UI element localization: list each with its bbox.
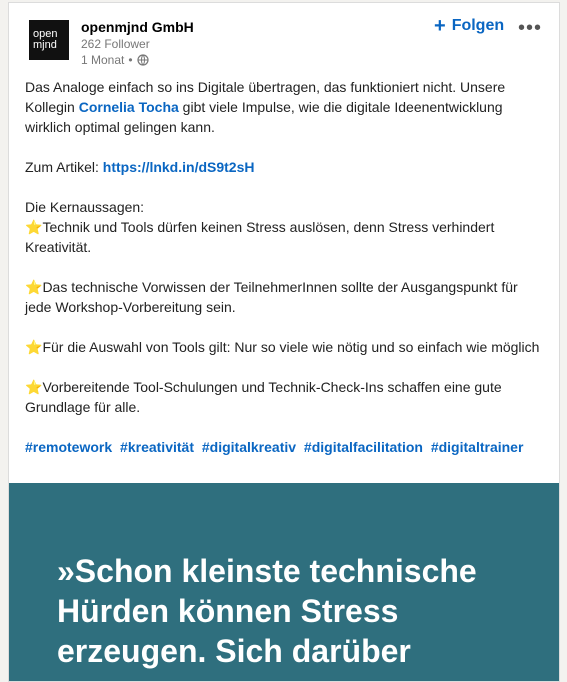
point-1 bbox=[25, 217, 545, 257]
intro-text-2: gibt viele Impulse, wie die digitale Ideenentwicklung wirklich optimal gelingen kann. bbox=[25, 99, 503, 135]
point-4-text: Vorbereitende Tool-Schulungen und Technik-Check-Ins schaffen eine gute Grundlage für alle. bbox=[25, 379, 502, 415]
follow-button[interactable] bbox=[434, 16, 504, 36]
star-icon: ⭐ bbox=[25, 379, 43, 395]
hashtag-link[interactable]: #digitalfacilitation bbox=[303, 439, 423, 455]
hashtag-link[interactable]: #digitalkreativ bbox=[201, 439, 297, 455]
post-text bbox=[25, 77, 545, 457]
point-2 bbox=[25, 277, 545, 317]
point-4 bbox=[25, 377, 545, 417]
hashtags bbox=[25, 437, 545, 457]
star-icon: ⭐ bbox=[25, 219, 43, 235]
article-paragraph bbox=[25, 157, 545, 177]
intro-text-1: Das Analoge einfach so ins Digitale übertragen, das funktioniert nicht. Unsere Kollegin bbox=[25, 79, 506, 115]
mention-link[interactable]: Cornelia Tocha bbox=[78, 99, 179, 115]
author-block bbox=[81, 18, 194, 68]
star-icon: ⭐ bbox=[25, 279, 43, 295]
hashtag-link[interactable]: #kreativität bbox=[120, 439, 194, 455]
article-link[interactable]: https://lnkd.in/dS9t2sH bbox=[102, 159, 255, 175]
meta-separator: • bbox=[128, 53, 133, 67]
company-logo[interactable] bbox=[29, 20, 69, 60]
point-3-text: Für die Auswahl von Tools gilt: Nur so viele wie nötig und so einfach wie möglich bbox=[42, 339, 540, 355]
plus-icon: + bbox=[434, 15, 446, 37]
point-1-text: Technik und Tools dürfen keinen Stress auslösen, denn Stress verhindert Kreativität. bbox=[25, 219, 495, 255]
banner-quote: »Schon kleinste technische Hürden können Stress erzeugen. Sich darüber bbox=[57, 553, 477, 669]
globe-icon bbox=[137, 54, 149, 66]
post-image[interactable] bbox=[9, 483, 560, 682]
more-options-icon[interactable]: ••• bbox=[518, 17, 543, 39]
hashtag-link[interactable]: #digitaltrainer bbox=[430, 439, 524, 455]
follower-count: 262 Follower bbox=[81, 37, 150, 51]
post-time: 1 Monat bbox=[81, 53, 125, 67]
hashtag-link[interactable]: #remotework bbox=[25, 439, 113, 455]
follow-label: Folgen bbox=[451, 17, 505, 34]
intro-paragraph bbox=[25, 77, 545, 137]
post-meta bbox=[81, 52, 194, 68]
key-points-heading: Die Kernaussagen: bbox=[25, 199, 145, 215]
post-card bbox=[8, 2, 560, 682]
author-name[interactable]: openmjnd GmbH bbox=[81, 19, 194, 35]
point-3 bbox=[25, 337, 545, 357]
article-label: Zum Artikel: bbox=[25, 159, 103, 175]
logo-line2: mjnd bbox=[33, 39, 57, 51]
point-2-text: Das technische Vorwissen der TeilnehmerInnen sollte der Ausgangspunkt für jede Workshop-Vorbereitung sein. bbox=[25, 279, 518, 315]
star-icon: ⭐ bbox=[25, 339, 43, 355]
logo-line1: open bbox=[33, 28, 58, 40]
